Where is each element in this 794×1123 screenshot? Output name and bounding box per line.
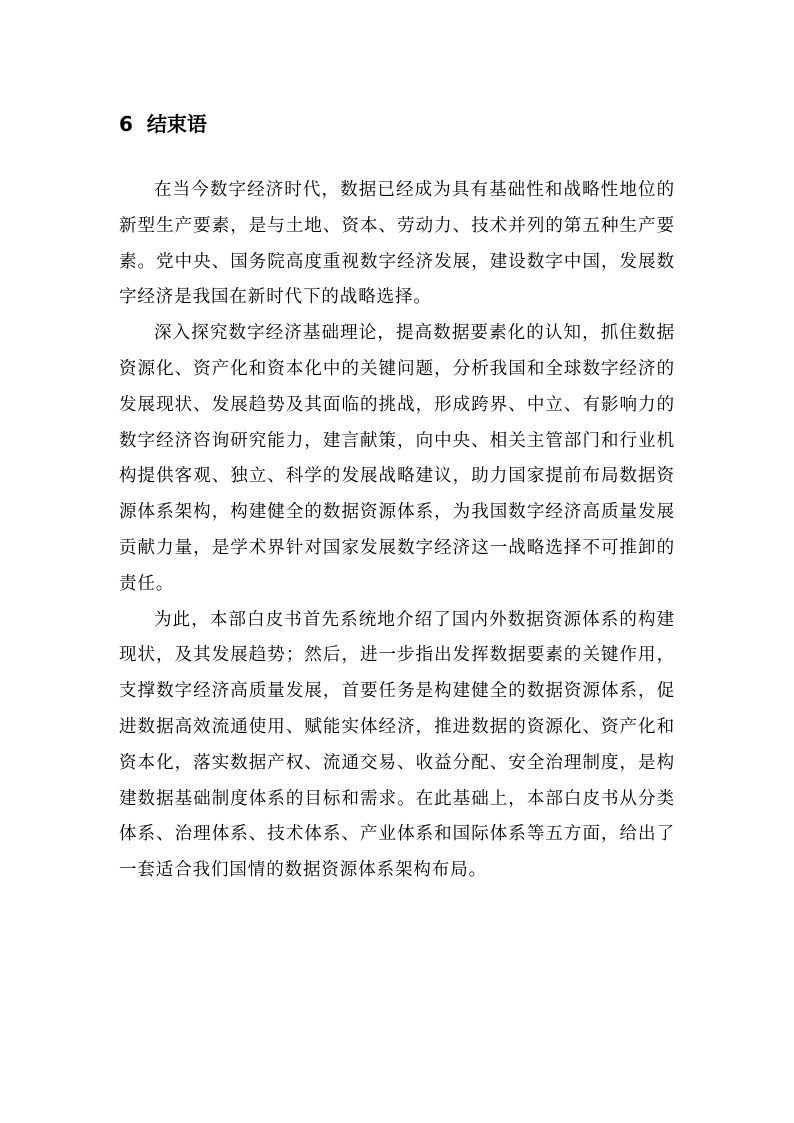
section-heading [119,110,207,138]
section-title: 结束语 [146,112,207,136]
paragraph-1: 在当今数字经济时代，数据已经成为具有基础性和战略性地位的新型生产要素，是与土地、资本、劳动力、技术并列的第五种生产要素。党中央、国务院高度重视数字经济发展，建设数字中国，发展数字经济是我国在新时代下的战略选择。 [119,180,675,308]
body-text [119,173,675,889]
section-number: 6 [119,112,133,136]
paragraph-2: 深入探究数字经济基础理论，提高数据要素化的认知，抓住数据资源化、资产化和资本化中的关键问题，分析我国和全球数字经济的发展现状、发展趋势及其面临的挑战，形成跨界、中立、有影响力的数字经济咨询研究能力，建言献策，向中央、相关主管部门和行业机构提供客观、独立、科学的发展战略建议，助力国家提前布局数据资源体系架构，构建健全的数据资源体系，为我国数字经济高质量发展贡献力量，是学术界针对国家发展数字经济这一战略选择不可推卸的责任。 [119,323,675,594]
paragraph-3: 为此，本部白皮书首先系统地介绍了国内外数据资源体系的构建现状，及其发展趋势；然后，进一步指出发挥数据要素的关键作用，支撑数字经济高质量发展，首要任务是构建健全的数据资源体系，促进数据高效流通使用、赋能实体经济，推进数据的资源化、资产化和资本化，落实数据产权、流通交易、收益分配、安全治理制度，是构建数据基础制度体系的目标和需求。在此基础上，本部白皮书从分类体系、治理体系、技术体系、产业体系和国际体系等五方面，给出了一套适合我们国情的数据资源体系架构布局。 [119,609,675,881]
